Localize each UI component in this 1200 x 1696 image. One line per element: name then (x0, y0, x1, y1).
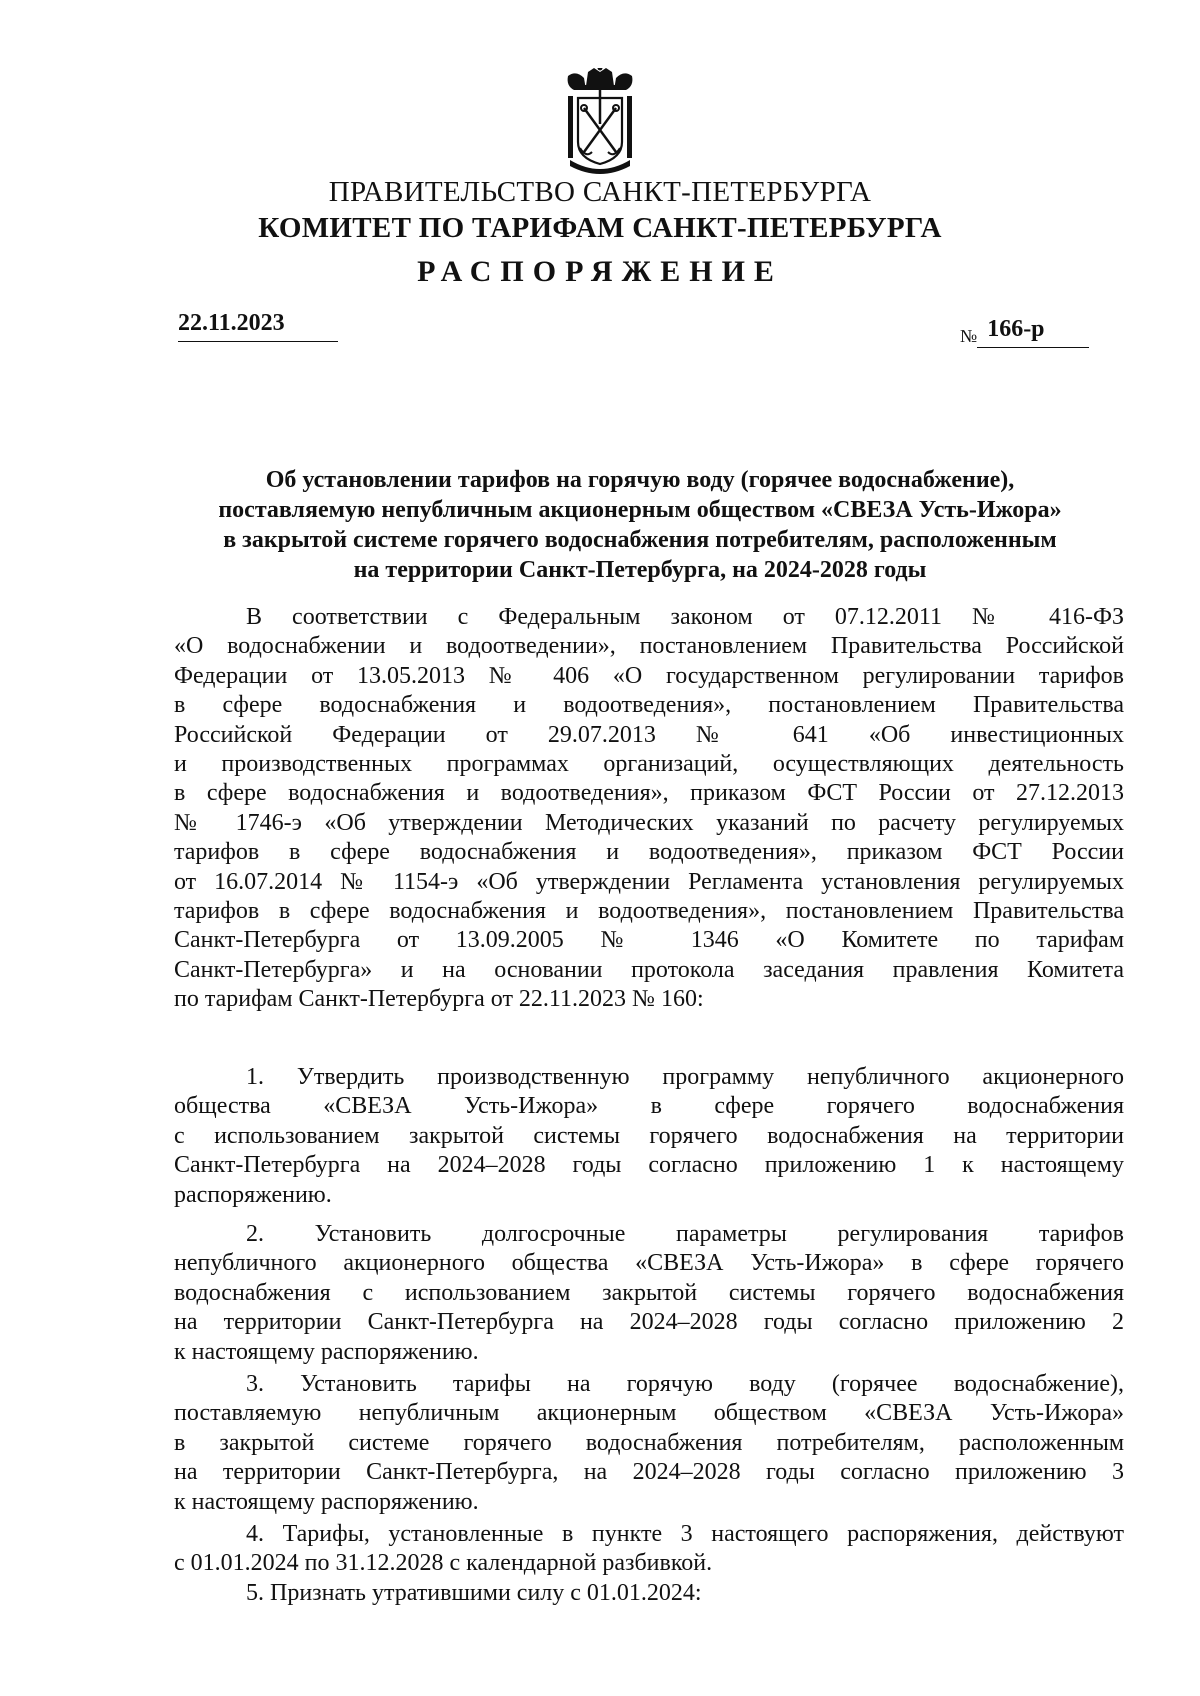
title-line: на территории Санкт-Петербурга, на 2024-2028 годы (353, 557, 927, 583)
text-line: 3. Установить тарифы на горячую воду (горячее водоснабжение), (246, 1371, 1124, 1397)
text-line: Санкт-Петербурга на 2024–2028 годы согласно приложению 1 к настоящему (174, 1152, 1124, 1179)
text-line: 2. Установить долгосрочные параметры регулирования тарифов (246, 1221, 1124, 1247)
text-line: тарифов в сфере водоснабжения и водоотведения», постановлением Правительства (174, 898, 1124, 925)
text-line: непубличного акционерного общества «СВЕЗА Усть-Ижора» в сфере горячего (174, 1250, 1124, 1277)
preamble-paragraph (174, 603, 1124, 1015)
text-line: Российской Федерации от 29.07.2013 № 641 «Об инвестиционных (174, 721, 1124, 748)
text-line: Санкт-Петербурга» и на основании протокола заседания правления Комитета (174, 956, 1124, 983)
text-line: на территории Санкт-Петербурга, на 2024–2028 годы согласно приложению 3 (174, 1459, 1124, 1486)
number-sign: № (960, 326, 978, 346)
text-line: поставляемую непубличным акционерным обществом «СВЕЗА Усть-Ижора» (174, 1400, 1124, 1427)
text-line: распоряжению. (174, 1181, 332, 1208)
text-line: № 1746-э «Об утверждении Методических указаний по расчету регулируемых (174, 809, 1124, 836)
text-line: Федерации от 13.05.2013 № 406 «О государственном регулировании тарифов (174, 662, 1124, 689)
text-line: к настоящему распоряжению. (174, 1488, 479, 1515)
clause-5 (174, 1579, 1124, 1608)
text-line: 4. Тарифы, установленные в пункте 3 настоящего распоряжения, действуют (246, 1521, 1124, 1547)
text-line: 1. Утвердить производственную программу непубличного акционерного (246, 1064, 1124, 1090)
text-line: «О водоснабжении и водоотведении», постановлением Правительства Российской (174, 633, 1124, 660)
text-line: тарифов в сфере водоснабжения и водоотведения», приказом ФСТ России (174, 839, 1124, 866)
text-line: на территории Санкт-Петербурга на 2024–2028 годы согласно приложению 2 (174, 1309, 1124, 1336)
committee-heading: КОМИТЕТ ПО ТАРИФАМ САНКТ-ПЕТЕРБУРГА (258, 212, 942, 244)
clause-3 (174, 1370, 1124, 1517)
text-line: в закрытой системе горячего водоснабжения потребителям, расположенным (174, 1429, 1124, 1456)
text-line: с использованием закрытой системы горячего водоснабжения на территории (174, 1122, 1124, 1149)
saint-petersburg-coat-of-arms-icon (564, 68, 636, 174)
number-value: 166-р (977, 316, 1089, 348)
clause-2 (174, 1220, 1124, 1367)
clause-1 (174, 1063, 1124, 1210)
title-line: поставляемую непубличным акционерным обществом «СВЕЗА Усть-Ижора» (218, 497, 1062, 523)
text-line: по тарифам Санкт-Петербурга от 22.11.2023 № 160: (174, 986, 704, 1013)
text-line: и производственных программах организаций, осуществляющих деятельность (174, 751, 1124, 778)
title-line: в закрытой системе горячего водоснабжения потребителям, расположенным (223, 527, 1057, 553)
document-title (170, 465, 1110, 585)
document-date: 22.11.2023 (178, 310, 338, 342)
text-line: Санкт-Петербурга от 13.09.2005 № 1346 «О Комитете по тарифам (174, 927, 1124, 954)
text-line: с 01.01.2024 по 31.12.2028 с календарной разбивкой. (174, 1550, 713, 1577)
text-line: от 16.07.2014 № 1154-э «Об утверждении Регламента установления регулируемых (174, 868, 1124, 895)
text-line: в сфере водоснабжения и водоотведения», постановлением Правительства (174, 692, 1124, 719)
text-line: водоснабжения с использованием закрытой системы горячего водоснабжения (174, 1279, 1124, 1306)
clause-4 (174, 1520, 1124, 1579)
text-line: к настоящему распоряжению. (174, 1338, 479, 1365)
government-heading: ПРАВИТЕЛЬСТВО САНКТ-ПЕТЕРБУРГА (328, 176, 872, 208)
document-type-heading: РАСПОРЯЖЕНИЕ (417, 255, 783, 288)
text-line: общества «СВЕЗА Усть-Ижора» в сфере горячего водоснабжения (174, 1093, 1124, 1120)
text-line: В соответствии с Федеральным законом от 07.12.2011 № 416-ФЗ (246, 604, 1124, 630)
text-line: 5. Признать утратившими силу с 01.01.2024: (246, 1580, 702, 1606)
text-line: в сфере водоснабжения и водоотведения», приказом ФСТ России от 27.12.2013 (174, 780, 1124, 807)
title-line: Об установлении тарифов на горячую воду (горячее водоснабжение), (265, 467, 1015, 493)
document-number (960, 316, 1089, 348)
